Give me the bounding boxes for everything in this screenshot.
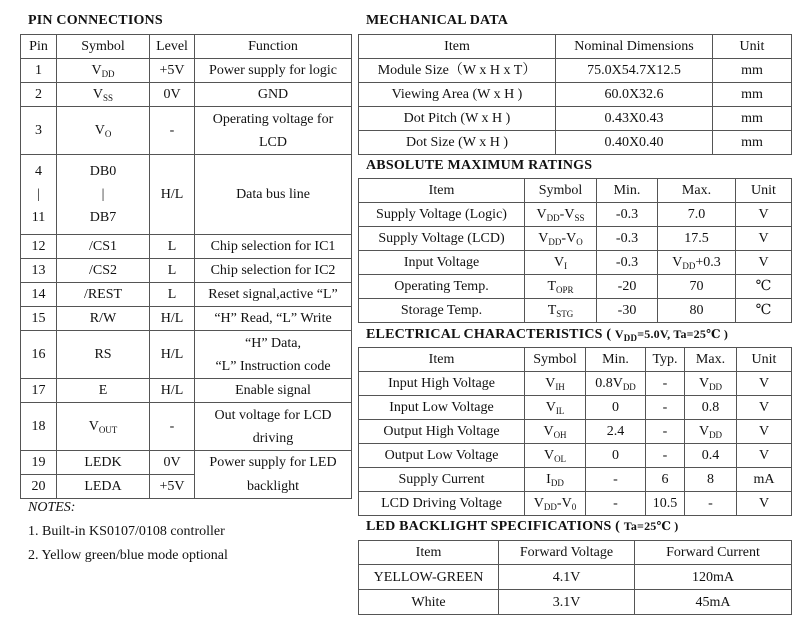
table-row xyxy=(21,403,352,451)
table-row: Module Size（W x H x T） 75.0X54.7X12.5 mm xyxy=(359,59,792,83)
pin-level: H/L xyxy=(150,307,195,331)
pin-number: 3 xyxy=(21,107,57,155)
pin-symbol: $V_{OUT}$ xyxy=(57,403,150,451)
table-row xyxy=(21,83,352,107)
pin-function: Operating voltage for LCD xyxy=(195,107,352,155)
pin-symbol: /REST xyxy=(57,283,150,307)
absolute-max-ratings-table xyxy=(358,178,792,323)
table-header-row: Item Symbol Min. Typ. Max. Unit xyxy=(359,348,792,372)
table-row: Input High Voltage $V_{IH}$ $0.8V_{DD}$ - $V_{DD}$ V xyxy=(359,372,792,396)
pin-symbol: /CS2 xyxy=(57,259,150,283)
pin-connections-table xyxy=(20,34,352,499)
pin-number: 13 xyxy=(21,259,57,283)
mechanical-data-table xyxy=(358,34,792,155)
pin-level: H/L xyxy=(150,379,195,403)
pin-level: - xyxy=(150,403,195,451)
pin-function: backlight xyxy=(195,475,352,499)
pin-number: 4 | 11 xyxy=(21,155,57,235)
table-header-row xyxy=(359,35,792,59)
pin-function: Power supply for LED xyxy=(195,451,352,475)
notes-title: NOTES: xyxy=(28,500,76,515)
pin-level: +5V xyxy=(150,475,195,499)
header-function: Function xyxy=(195,35,352,59)
pin-number: 15 xyxy=(21,307,57,331)
pin-function: Data bus line xyxy=(195,155,352,235)
pin-symbol: $V_{DD}$ xyxy=(57,59,150,83)
pin-number: 14 xyxy=(21,283,57,307)
pin-symbol: RS xyxy=(57,331,150,379)
pin-level: +5V xyxy=(150,59,195,83)
table-header-row: Item Symbol Min. Max. Unit xyxy=(359,179,792,203)
table-row: Input Voltage $V_I$ -0.3 $V_{DD}+0.3$ V xyxy=(359,251,792,275)
pin-number: 18 xyxy=(21,403,57,451)
pin-number: 1 xyxy=(21,59,57,83)
pin-connections-title: PIN CONNECTIONS xyxy=(28,13,163,28)
table-row: LCD Driving Voltage $V_{DD}-V_0$ - 10.5 - V xyxy=(359,492,792,516)
pin-number: 16 xyxy=(21,331,57,379)
pin-number: 12 xyxy=(21,235,57,259)
pin-level: L xyxy=(150,235,195,259)
table-header-row xyxy=(21,35,352,59)
note-2: 2. Yellow green/blue mode optional xyxy=(28,548,228,563)
pin-level: H/L xyxy=(150,331,195,379)
table-row: Output High Voltage $V_{OH}$ 2.4 - $V_{DD}$ V xyxy=(359,420,792,444)
pin-number: 2 xyxy=(21,83,57,107)
pin-function: Out voltage for LCD driving xyxy=(195,403,352,451)
header-symbol: Symbol xyxy=(57,35,150,59)
pin-level: L xyxy=(150,283,195,307)
pin-symbol: $V_O$ xyxy=(57,107,150,155)
led-backlight-table xyxy=(358,540,792,615)
pin-level: 0V xyxy=(150,83,195,107)
table-row: Storage Temp. $T_{STG}$ -30 80 ℃ xyxy=(359,299,792,323)
pin-symbol: R/W xyxy=(57,307,150,331)
table-row xyxy=(21,307,352,331)
pin-number: 19 xyxy=(21,451,57,475)
table-row xyxy=(21,331,352,379)
table-row: Dot Size (W x H ) 0.40X0.40 mm xyxy=(359,131,792,155)
table-row: YELLOW-GREEN 4.1V 120mA xyxy=(359,565,792,590)
table-row xyxy=(21,475,352,499)
table-row xyxy=(21,59,352,83)
pin-symbol: LEDA xyxy=(57,475,150,499)
pin-function: Enable signal xyxy=(195,379,352,403)
absolute-max-ratings-title: ABSOLUTE MAXIMUM RATINGS xyxy=(366,158,593,173)
pin-symbol: LEDK xyxy=(57,451,150,475)
pin-level: L xyxy=(150,259,195,283)
table-row xyxy=(21,235,352,259)
table-row: Dot Pitch (W x H ) 0.43X0.43 mm xyxy=(359,107,792,131)
table-row xyxy=(21,451,352,475)
table-row: White 3.1V 45mA xyxy=(359,590,792,615)
pin-symbol: /CS1 xyxy=(57,235,150,259)
pin-function: Chip selection for IC2 xyxy=(195,259,352,283)
table-row: Operating Temp. $T_{OPR}$ -20 70 ℃ xyxy=(359,275,792,299)
pin-number: 20 xyxy=(21,475,57,499)
pin-function: Reset signal,active “L” xyxy=(195,283,352,307)
electrical-characteristics-title: ELECTRICAL CHARACTERISTICS ( $V_{DD}=5.0V$, Ta=25℃ ) xyxy=(366,327,729,343)
pin-function: Chip selection for IC1 xyxy=(195,235,352,259)
table-row: Input Low Voltage $V_{IL}$ 0 - 0.8 V xyxy=(359,396,792,420)
mechanical-data-title: MECHANICAL DATA xyxy=(366,13,509,28)
table-row: Supply Voltage (Logic) $V_{DD}-V_{SS}$ -0.3 7.0 V xyxy=(359,203,792,227)
header-item: Item xyxy=(359,35,556,59)
pin-level: 0V xyxy=(150,451,195,475)
pin-function: “H” Data, “L” Instruction code xyxy=(195,331,352,379)
table-row xyxy=(21,283,352,307)
table-row xyxy=(21,259,352,283)
table-row: Viewing Area (W x H ) 60.0X32.6 mm xyxy=(359,83,792,107)
header-pin: Pin xyxy=(21,35,57,59)
table-row: Supply Voltage (LCD) $V_{DD}-V_O$ -0.3 17.5 V xyxy=(359,227,792,251)
table-row: Supply Current $I_{DD}$ - 6 8 mA xyxy=(359,468,792,492)
table-row: Output Low Voltage $V_{OL}$ 0 - 0.4 V xyxy=(359,444,792,468)
pin-level: H/L xyxy=(150,155,195,235)
pin-function: GND xyxy=(195,83,352,107)
pin-symbol: $V_{SS}$ xyxy=(57,83,150,107)
table-row xyxy=(21,379,352,403)
electrical-characteristics-table xyxy=(358,347,792,516)
header-unit: Unit xyxy=(713,35,792,59)
led-backlight-title: LED BACKLIGHT SPECIFICATIONS ( Ta=25℃ ) xyxy=(366,519,679,534)
header-level: Level xyxy=(150,35,195,59)
header-dimensions: Nominal Dimensions xyxy=(556,35,713,59)
table-row xyxy=(21,155,352,235)
pin-function: “H” Read, “L” Write xyxy=(195,307,352,331)
table-header-row: Item Forward Voltage Forward Current xyxy=(359,541,792,565)
pin-level: - xyxy=(150,107,195,155)
pin-symbol: E xyxy=(57,379,150,403)
pin-function: Power supply for logic xyxy=(195,59,352,83)
note-1: 1. Built-in KS0107/0108 controller xyxy=(28,524,225,539)
pin-number: 17 xyxy=(21,379,57,403)
table-row xyxy=(21,107,352,155)
pin-symbol: DB0 | DB7 xyxy=(57,155,150,235)
